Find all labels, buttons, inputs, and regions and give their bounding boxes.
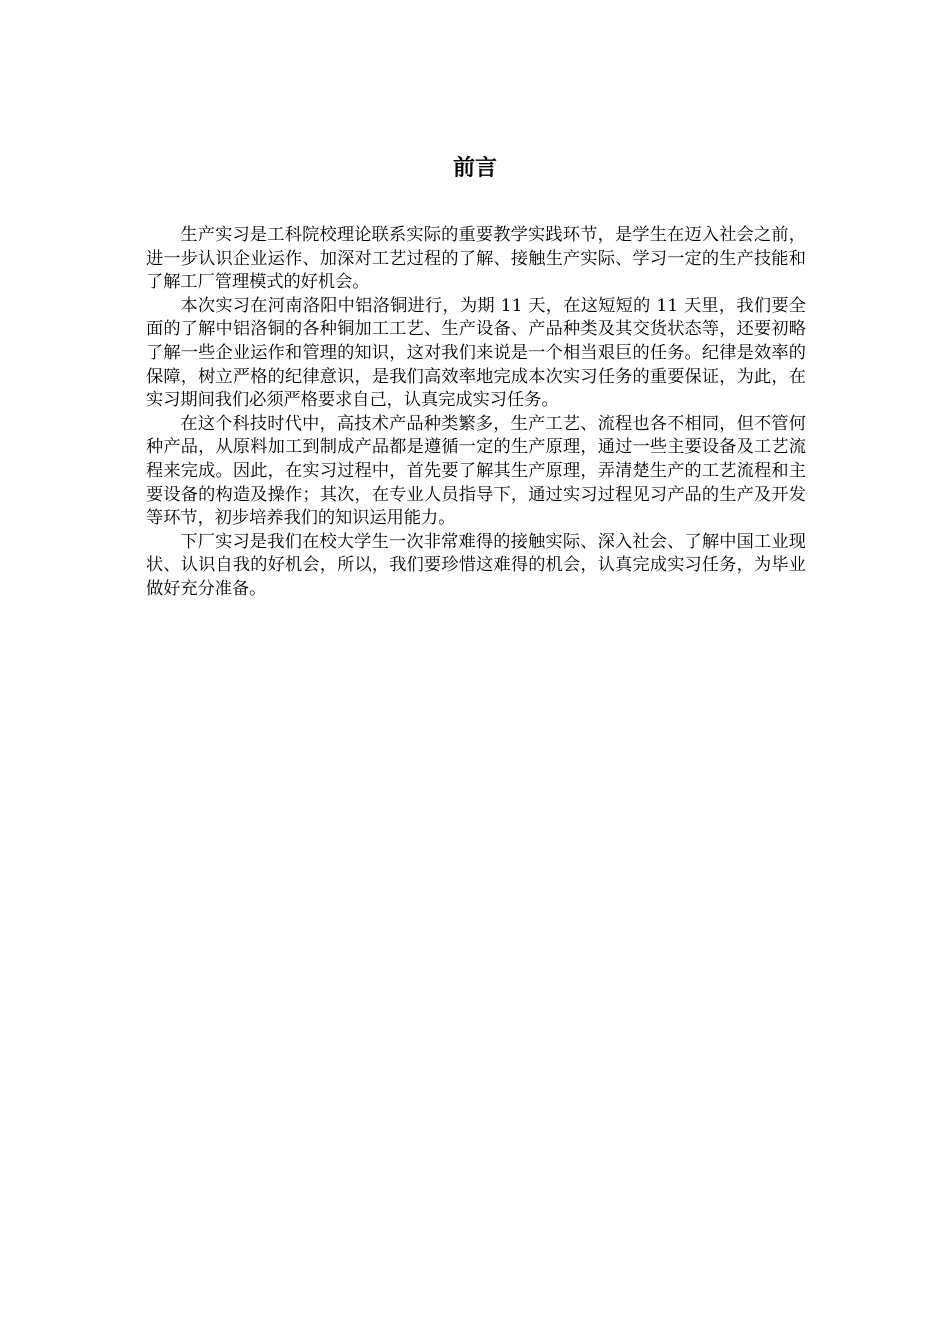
document-title: 前言 <box>452 156 497 181</box>
paragraph: 生产实习是工科院校理论联系实际的重要教学实践环节，是学生在迈入社会之前，进一步认识企业运作、加深对工艺过程的了解、接触生产实际、学习一定的生产技能和了解工厂管理模式的好机会。 <box>146 225 806 293</box>
paragraph: 在这个科技时代中，高技术产品种类繁多，生产工艺、流程也各不相同，但不管何种产品，从原料加工到制成产品都是遵循一定的生产原理，通过一些主要设备及工艺流程来完成。因此，在实习过程中，首先要了解其生产原理，弄清楚生产的工艺流程和主要设备的构造及操作；其次，在专业人员指导下，通过实习过程见习产品的生产及开发等环节，初步培养我们的知识运用能力。 <box>146 413 806 529</box>
document-body <box>146 224 806 602</box>
paragraph: 下厂实习是我们在校大学生一次非常难得的接触实际、深入社会、了解中国工业现状、认识自我的好机会，所以，我们要珍惜这难得的机会，认真完成实习任务，为毕业做好充分准备。 <box>146 531 806 599</box>
paragraph: 本次实习在河南洛阳中铝洛铜进行，为期 11 天，在这短短的 11 天里，我们要全面的了解中铝洛铜的各种铜加工工艺、生产设备、产品种类及其交货状态等，还要初略了解一些企业运作和管理的知识，这对我们来说是一个相当艰巨的任务。纪律是效率的保障，树立严格的纪律意识，是我们高效率地完成本次实习任务的重要保证，为此，在实习期间我们必须严格要求自己，认真完成实习任务。 <box>146 295 806 411</box>
